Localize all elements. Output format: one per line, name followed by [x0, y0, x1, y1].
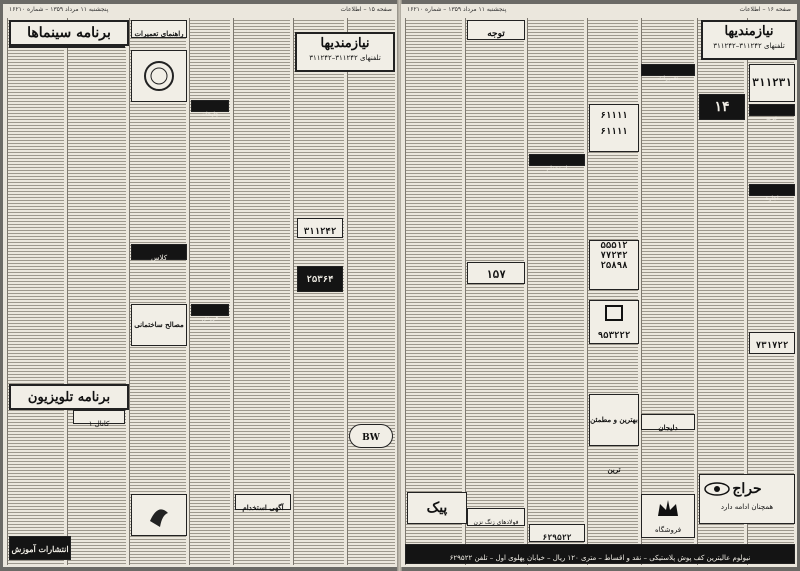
steel-ad: فولادهای زنگ نزن	[467, 508, 525, 526]
left-needs-phone: تلفنهای ۳۱۱۲۴۲–۳۱۱۲۴۲	[309, 54, 381, 62]
circular-seal-ad	[131, 50, 187, 102]
agency-ad-box: مصالح ساختمانی	[131, 304, 187, 346]
tv-title-text: برنامه تلویزیون	[27, 390, 111, 405]
phone-629-ad: ۶۲۹۵۲۲	[529, 524, 585, 542]
haraj-sale-ad: حراج همچنان ادامه دارد	[699, 474, 795, 524]
crown-icon	[656, 498, 680, 518]
sale-label: فروش	[191, 304, 229, 316]
right-column-2	[465, 18, 524, 565]
notice-ad: توجه	[467, 20, 525, 40]
right-needs-phone: تلفنهای ۳۱۱۲۴۲–۳۱۱۲۴۲	[713, 42, 785, 50]
left-needs-title: نیازمندیها	[320, 36, 370, 51]
year-badge-ad: ۱۴	[699, 94, 745, 120]
right-needs-title: نیازمندیها	[724, 24, 774, 39]
left-phone-ad: ۳۱۱۲۴۲	[297, 218, 343, 238]
right-running-head: صفحه ۱۶ – اطلاعات	[739, 6, 791, 13]
phone-953-ad: ۹۵۳۲۲۲	[589, 300, 639, 344]
printing-label: چاپخانه	[191, 100, 229, 112]
rental-label: اجاره	[749, 184, 795, 196]
right-column-3	[527, 18, 584, 565]
carpet-ad: دلیجان	[641, 414, 695, 430]
cinema-title-text: برنامه سینماها	[27, 25, 111, 41]
classes-label: کلاس	[131, 244, 187, 260]
left-column-2	[67, 18, 126, 565]
left-column-5	[233, 18, 290, 565]
right-date-line: پنجشنبه ۱۱ مرداد ۱۳۵۹ – شماره ۱۶۲۱۰	[407, 6, 507, 13]
seal-icon	[144, 57, 174, 95]
big-phone-ad: ۳۱۱۲۳۱	[749, 64, 795, 102]
tv-program-title	[9, 384, 129, 410]
left-column-7	[347, 18, 395, 565]
eye-icon	[704, 481, 730, 497]
hire-label: استخدام	[529, 154, 585, 166]
right-needs-header	[701, 20, 797, 60]
left-running-head: صفحه ۱۵ – اطلاعات	[340, 6, 392, 13]
peyk-ad: پیک	[407, 492, 467, 524]
left-needs-header	[295, 32, 395, 72]
bottom-left-ad: انتشارات آموزش	[9, 536, 71, 560]
bird-logo-ad	[131, 494, 187, 536]
tv-channel-label: کانال ۱	[73, 410, 125, 424]
bottom-banner-ad: نیولوم عالیترین کف پوش پلاستیکی – نقد و اقساط – متری ۱۲۰ ریال – خیابان پهلوی اول – تلفن ۶۲۹۵۲۲	[405, 544, 795, 564]
right-column-1	[405, 18, 462, 565]
phone-stack-ad: ۵۵۵۱۲ ۷۷۲۴۲ ۲۵۸۹۸	[589, 240, 639, 290]
best-service-ad: بهترین و مطمئن ترین	[589, 394, 639, 446]
shop-crown-ad: فروشگاه	[641, 494, 695, 538]
emblem-icon	[604, 304, 624, 322]
wanted-label: خرید	[749, 104, 795, 116]
tracking-label: تعمیرات	[641, 64, 695, 76]
right-column-5	[641, 18, 694, 565]
bird-icon	[148, 501, 170, 529]
cinema-rule	[9, 46, 125, 48]
phone-731-ad: ۷۳۱۷۲۲	[749, 332, 795, 354]
left-phone-ad-2: ۲۵۳۶۴	[297, 266, 343, 292]
left-column-1	[7, 18, 64, 565]
bmw-logo: BW	[349, 424, 393, 448]
phone-61111-ad: ۶۱۱۱۱ ۶۱۱۱۱	[589, 104, 639, 152]
left-date-line: پنجشنبه ۱۱ مرداد ۱۳۵۹ – شماره ۱۶۲۱۰	[9, 6, 109, 13]
hire-notice-box: آگهی استخدام	[235, 494, 291, 510]
right-page	[401, 4, 797, 567]
cinema-program-title	[9, 20, 129, 46]
repairs-guidance-box: راهنمای تعمیرات	[131, 20, 187, 38]
ad-157: ۱۵۷	[467, 262, 525, 284]
left-page	[3, 4, 399, 567]
